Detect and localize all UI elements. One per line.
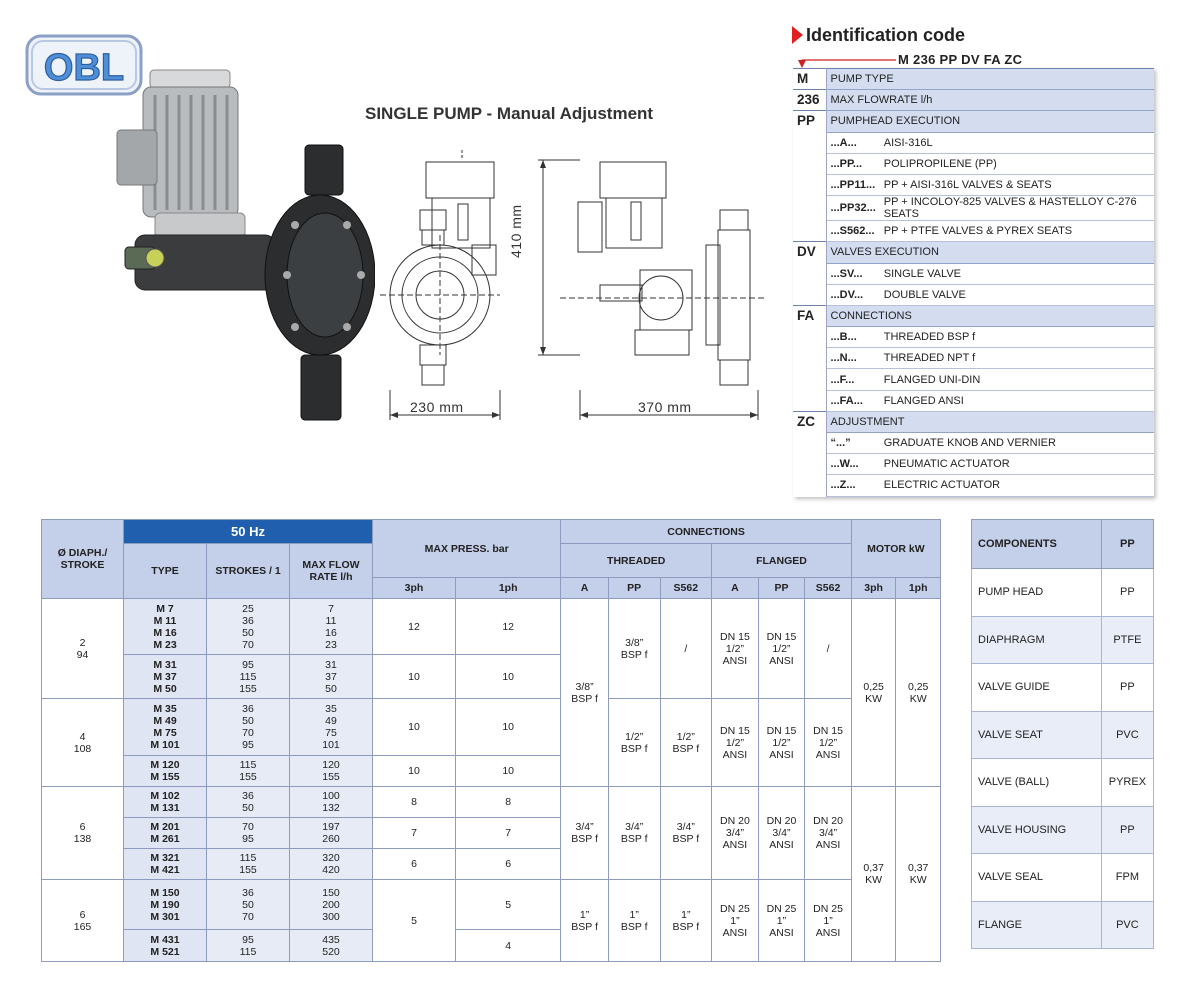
id-group-key: PP [793, 111, 826, 242]
diaph-group-3: 6 138 [42, 787, 124, 880]
component-material: FPM [1101, 854, 1153, 902]
component-name: VALVE SEAL [972, 854, 1102, 902]
components-table [971, 519, 1154, 949]
id-option-code: ...DV... [826, 284, 880, 305]
thr-a-cell: 3/4” BSP f [561, 787, 609, 880]
th-max-press: MAX PRESS. bar [373, 520, 561, 578]
type-cell: M 150 M 190 M 301 [124, 880, 207, 930]
press-1ph-cell: 10 [456, 699, 561, 756]
press-1ph-cell: 6 [456, 849, 561, 880]
id-option-value: PP + INCOLOY-825 VALVES & HASTELLOY C-276 SEATS [880, 196, 1154, 221]
th-diaph-stroke: Ø DIAPH./ STROKE [42, 520, 124, 599]
strokes-cell: 115 155 [207, 756, 290, 787]
th-motor-3ph: 3ph [851, 578, 896, 599]
id-option-value: PNEUMATIC ACTUATOR [880, 454, 1154, 475]
id-option-row [793, 390, 1154, 411]
id-option-code: ...N... [826, 348, 880, 369]
motor-3ph-cell: 0,37 KW [851, 787, 896, 962]
thr-s562-cell: 1” BSP f [660, 880, 712, 962]
id-option-code: ...B... [826, 327, 880, 348]
id-option-row [793, 263, 1154, 284]
drawing-title: SINGLE PUMP - Manual Adjustment [365, 104, 654, 123]
th-thr-a: A [561, 578, 609, 599]
dimension-drawings [380, 140, 770, 430]
thr-pp-cell: 3/4” BSP f [608, 787, 660, 880]
thr-a-cell: 3/8” BSP f [561, 599, 609, 787]
id-group-key: M [793, 69, 826, 90]
type-cell: M 35 M 49 M 75 M 101 [124, 699, 207, 756]
motor-3ph-cell: 0,25 KW [851, 599, 896, 787]
dim-width-front: 230 mm [410, 399, 464, 415]
press-1ph-cell: 7 [456, 818, 561, 849]
pump-data-table [41, 519, 941, 962]
type-cell: M 201 M 261 [124, 818, 207, 849]
id-group-key: 236 [793, 90, 826, 111]
strokes-cell: 115 155 [207, 849, 290, 880]
th-strokes: STROKES / 1 [207, 544, 290, 599]
component-material: PVC [1101, 901, 1153, 949]
component-name: VALVE GUIDE [972, 664, 1102, 712]
diaph-group-4: 6 165 [42, 880, 124, 962]
component-material: PP [1101, 664, 1153, 712]
component-material: PP [1101, 569, 1153, 617]
flow-cell: 120 155 [290, 756, 373, 787]
component-row [972, 901, 1154, 949]
th-threaded: THREADED [561, 544, 712, 578]
components-pp-header: PP [1101, 520, 1153, 569]
th-press-3ph: 3ph [373, 578, 456, 599]
thr-pp-cell: 1” BSP f [608, 880, 660, 962]
component-row [972, 664, 1154, 712]
component-name: PUMP HEAD [972, 569, 1102, 617]
strokes-cell: 95 115 155 [207, 655, 290, 699]
fl-pp-cell: DN 15 1/2” ANSI [758, 599, 805, 699]
th-motor: MOTOR kW [851, 520, 940, 578]
component-material: PTFE [1101, 616, 1153, 664]
id-option-value: FLANGED ANSI [880, 390, 1154, 411]
component-name: VALVE HOUSING [972, 806, 1102, 854]
strokes-cell: 95 115 [207, 930, 290, 962]
id-option-value: PP + AISI-316L VALVES & SEATS [880, 174, 1154, 195]
press-3ph-cell: 6 [373, 849, 456, 880]
dim-height: 410 mm [508, 204, 524, 258]
th-connections: CONNECTIONS [561, 520, 852, 544]
motor-1ph-cell: 0,37 KW [896, 787, 941, 962]
fl-pp-cell: DN 25 1” ANSI [758, 880, 805, 962]
id-option-row [793, 221, 1154, 242]
flow-cell: 435 520 [290, 930, 373, 962]
fl-s562-cell: DN 20 3/4” ANSI [805, 787, 852, 880]
fl-s562-cell: DN 25 1” ANSI [805, 880, 852, 962]
fl-s562-cell: DN 15 1/2” ANSI [805, 699, 852, 787]
press-1ph-cell: 8 [456, 787, 561, 818]
type-cell: M 31 M 37 M 50 [124, 655, 207, 699]
component-row [972, 806, 1154, 854]
id-option-row [793, 153, 1154, 174]
id-option-value: ELECTRIC ACTUATOR [880, 475, 1154, 496]
press-1ph-cell: 10 [456, 655, 561, 699]
strokes-cell: 36 50 70 95 [207, 699, 290, 756]
id-option-code: ...PP... [826, 153, 880, 174]
th-type: TYPE [124, 544, 207, 599]
component-material: PP [1101, 806, 1153, 854]
id-group-row [793, 411, 1154, 432]
fl-pp-cell: DN 15 1/2” ANSI [758, 699, 805, 787]
flow-cell: 35 49 75 101 [290, 699, 373, 756]
id-option-value: SINGLE VALVE [880, 263, 1154, 284]
thr-s562-cell: / [660, 599, 712, 699]
flow-cell: 320 420 [290, 849, 373, 880]
id-group-label: VALVES EXECUTION [826, 242, 1154, 263]
th-maxflow: MAX FLOW RATE l/h [290, 544, 373, 599]
id-option-value: AISI-316L [880, 132, 1154, 153]
red-triangle-icon [792, 26, 803, 44]
components-header: COMPONENTS [972, 520, 1102, 569]
component-row [972, 759, 1154, 807]
type-cell: M 7 M 11 M 16 M 23 [124, 599, 207, 655]
id-group-row [793, 242, 1154, 263]
id-option-row [793, 327, 1154, 348]
id-option-value: THREADED BSP f [880, 327, 1154, 348]
id-option-code: ...Z... [826, 475, 880, 496]
id-group-row [793, 90, 1154, 111]
id-option-value: THREADED NPT f [880, 348, 1154, 369]
diaph-group-2: 4 108 [42, 699, 124, 787]
id-option-row [793, 369, 1154, 390]
diaph-group-1: 2 94 [42, 599, 124, 699]
component-name: VALVE (BALL) [972, 759, 1102, 807]
press-3ph-cell: 5 [373, 880, 456, 962]
thr-a-cell: 1” BSP f [561, 880, 609, 962]
id-option-code: ...W... [826, 454, 880, 475]
identification-title [792, 25, 965, 46]
id-group-label: ADJUSTMENT [826, 411, 1154, 432]
id-option-value: GRADUATE KNOB AND VERNIER [880, 433, 1154, 454]
fl-pp-cell: DN 20 3/4” ANSI [758, 787, 805, 880]
id-group-key: DV [793, 242, 826, 306]
th-motor-1ph: 1ph [896, 578, 941, 599]
id-option-code: ...PP32... [826, 196, 880, 221]
id-group-row [793, 69, 1154, 90]
id-group-key: FA [793, 305, 826, 411]
id-option-code: “...” [826, 433, 880, 454]
thr-s562-cell: 1/2” BSP f [660, 699, 712, 787]
fl-a-cell: DN 15 1/2” ANSI [712, 599, 759, 699]
press-3ph-cell: 12 [373, 599, 456, 655]
id-group-label: CONNECTIONS [826, 305, 1154, 326]
type-cell: M 431 M 521 [124, 930, 207, 962]
thr-s562-cell: 3/4” BSP f [660, 787, 712, 880]
logo-text: OBL [43, 47, 125, 89]
id-group-label: MAX FLOWRATE l/h [826, 90, 1154, 111]
flow-cell: 150 200 300 [290, 880, 373, 930]
pump-photo [115, 65, 375, 430]
flow-cell: 197 260 [290, 818, 373, 849]
id-group-row [793, 305, 1154, 326]
thr-pp-cell: 1/2” BSP f [608, 699, 660, 787]
component-row [972, 711, 1154, 759]
id-option-code: ...PP11... [826, 174, 880, 195]
th-press-1ph: 1ph [456, 578, 561, 599]
id-option-row [793, 132, 1154, 153]
press-1ph-cell: 10 [456, 756, 561, 787]
fl-a-cell: DN 25 1” ANSI [712, 880, 759, 962]
th-thr-s562: S562 [660, 578, 712, 599]
id-option-value: PP + PTFE VALVES & PYREX SEATS [880, 221, 1154, 242]
component-row [972, 616, 1154, 664]
id-option-row [793, 475, 1154, 496]
id-option-code: ...SV... [826, 263, 880, 284]
th-fl-s562: S562 [805, 578, 852, 599]
strokes-cell: 36 50 [207, 787, 290, 818]
component-name: FLANGE [972, 901, 1102, 949]
component-material: PVC [1101, 711, 1153, 759]
thr-pp-cell: 3/8” BSP f [608, 599, 660, 699]
id-group-label: PUMP TYPE [826, 69, 1154, 90]
id-option-row [793, 454, 1154, 475]
press-3ph-cell: 7 [373, 818, 456, 849]
identification-code: M 236 PP DV FA ZC [898, 52, 1023, 67]
fl-s562-cell: / [805, 599, 852, 699]
press-3ph-cell: 10 [373, 699, 456, 756]
th-fl-a: A [712, 578, 759, 599]
type-cell: M 120 M 155 [124, 756, 207, 787]
press-1ph-cell: 12 [456, 599, 561, 655]
flow-cell: 31 37 50 [290, 655, 373, 699]
th-flanged: FLANGED [712, 544, 852, 578]
flow-cell: 7 11 16 23 [290, 599, 373, 655]
id-group-row [793, 111, 1154, 132]
id-option-code: ...FA... [826, 390, 880, 411]
id-option-row [793, 196, 1154, 221]
type-cell: M 102 M 131 [124, 787, 207, 818]
fl-a-cell: DN 20 3/4” ANSI [712, 787, 759, 880]
type-cell: M 321 M 421 [124, 849, 207, 880]
press-3ph-cell: 10 [373, 756, 456, 787]
component-name: DIAPHRAGM [972, 616, 1102, 664]
id-option-value: FLANGED UNI-DIN [880, 369, 1154, 390]
strokes-cell: 36 50 70 [207, 880, 290, 930]
fl-a-cell: DN 15 1/2” ANSI [712, 699, 759, 787]
id-group-key: ZC [793, 411, 826, 496]
press-1ph-cell: 4 [456, 930, 561, 962]
identification-table [793, 68, 1154, 497]
id-option-code: ...S562... [826, 221, 880, 242]
id-option-value: POLIPROPILENE (PP) [880, 153, 1154, 174]
dim-width-side: 370 mm [638, 399, 692, 415]
strokes-cell: 70 95 [207, 818, 290, 849]
press-1ph-cell: 5 [456, 880, 561, 930]
id-option-row [793, 433, 1154, 454]
id-option-row [793, 284, 1154, 305]
component-row [972, 569, 1154, 617]
id-option-row [793, 174, 1154, 195]
identification-title-text: Identification code [806, 25, 966, 45]
th-50hz: 50 Hz [124, 520, 373, 544]
th-fl-pp: PP [758, 578, 805, 599]
motor-1ph-cell: 0,25 KW [896, 599, 941, 787]
id-option-code: ...F... [826, 369, 880, 390]
strokes-cell: 25 36 50 70 [207, 599, 290, 655]
component-row [972, 854, 1154, 902]
press-3ph-cell: 10 [373, 655, 456, 699]
id-option-row [793, 348, 1154, 369]
component-name: VALVE SEAT [972, 711, 1102, 759]
id-group-label: PUMPHEAD EXECUTION [826, 111, 1154, 132]
id-option-value: DOUBLE VALVE [880, 284, 1154, 305]
press-3ph-cell: 8 [373, 787, 456, 818]
th-thr-pp: PP [608, 578, 660, 599]
id-option-code: ...A... [826, 132, 880, 153]
component-material: PYREX [1101, 759, 1153, 807]
flow-cell: 100 132 [290, 787, 373, 818]
